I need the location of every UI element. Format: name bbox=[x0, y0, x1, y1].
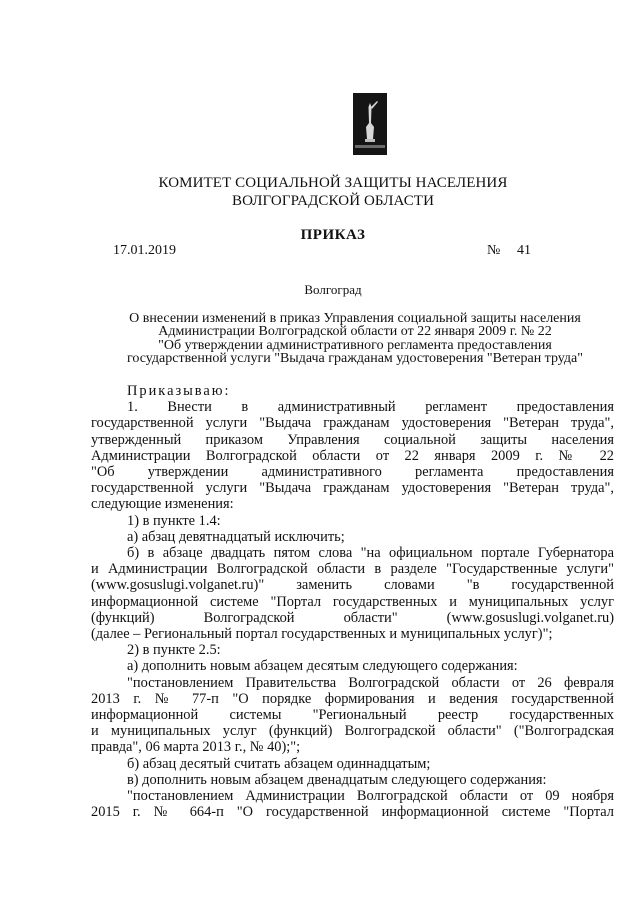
body-line: государственной услуги "Выдача гражданам удостоверения "Ветеран труда", bbox=[91, 480, 614, 497]
document-body bbox=[91, 383, 614, 820]
body-line: и муниципальных услуг (функций) Волгоградской области" ("Волгоградская bbox=[91, 723, 614, 740]
body-line: 2013 г. № 77-п "О порядке формирования и ведения государственной bbox=[91, 690, 614, 707]
body-line: информационной системы "Региональный реестр государственных bbox=[91, 707, 614, 724]
document-date: 17.01.2019 bbox=[113, 243, 176, 258]
body-line: б) в абзаце двадцать пятом слова "на официальном портале Губернатора bbox=[127, 545, 614, 562]
subject-line: государственной услуги "Выдача гражданам удостоверения "Ветеран труда" bbox=[127, 351, 583, 367]
body-line: 1) в пункте 1.4: bbox=[127, 512, 221, 529]
organization-name-line1: КОМИТЕТ СОЦИАЛЬНОЙ ЗАЩИТЫ НАСЕЛЕНИЯ bbox=[158, 175, 508, 191]
coat-of-arms-icon bbox=[353, 93, 387, 155]
order-word: Приказываю: bbox=[127, 383, 231, 399]
number-label: № bbox=[487, 243, 501, 258]
document-title: ПРИКАЗ bbox=[300, 227, 366, 243]
subject-line: О внесении изменений в приказ Управления социальной защиты населения bbox=[129, 311, 581, 326]
body-line: (www.gosuslugi.volganet.ru)" заменить словами "в государственной bbox=[91, 577, 614, 594]
body-line: "постановлением Администрации Волгоградской области от 09 ноября bbox=[127, 788, 614, 805]
body-line: следующие изменения: bbox=[91, 496, 234, 513]
document-number: 41 bbox=[517, 243, 531, 258]
body-line: а) дополнить новым абзацем десятым следующего содержания: bbox=[127, 658, 518, 675]
body-line: (далее – Региональный портал государственных и муниципальных услуг)"; bbox=[91, 626, 553, 643]
body-line: 1. Внести в административный регламент предоставления bbox=[127, 399, 614, 416]
body-line: утвержденный приказом Управления социальной защиты населения bbox=[91, 431, 614, 448]
document-subject bbox=[92, 312, 618, 366]
body-line: в) дополнить новым абзацем двенадцатым следующего содержания: bbox=[127, 771, 547, 788]
body-line: и Администрации Волгоградской области в разделе "Государственные услуги" bbox=[91, 561, 614, 578]
organization-name-line2: ВОЛГОГРАДСКОЙ ОБЛАСТИ bbox=[231, 193, 435, 209]
body-line: государственной услуги "Выдача гражданам удостоверения "Ветеран труда", bbox=[91, 415, 614, 432]
body-line: а) абзац девятнадцатый исключить; bbox=[127, 528, 345, 545]
city: Волгоград bbox=[304, 282, 362, 297]
body-line: информационной системе "Портал государственных и муниципальных услуг bbox=[91, 593, 614, 610]
body-line: правда", 06 марта 2013 г., № 40);"; bbox=[91, 739, 301, 756]
body-line: 2) в пункте 2.5: bbox=[127, 642, 221, 659]
body-line: "Об утверждении административного регламента предоставления bbox=[91, 464, 614, 481]
body-line: (функций) Волгоградской области" (www.gosuslugi.volganet.ru) bbox=[91, 609, 614, 626]
body-line: Администрации Волгоградской области от 22 января 2009 г. № 22 bbox=[91, 447, 614, 464]
body-line: "постановлением Правительства Волгоградской области от 26 февраля bbox=[127, 674, 614, 691]
body-line: б) абзац десятый считать абзацем одиннадцатым; bbox=[127, 755, 431, 772]
subject-line: Администрации Волгоградской области от 22 января 2009 г. № 22 bbox=[158, 324, 552, 340]
subject-line: "Об утверждении административного регламента предоставления bbox=[158, 337, 552, 353]
body-line: 2015 г. № 664-п "О государственной информационной системе "Портал bbox=[91, 804, 614, 821]
